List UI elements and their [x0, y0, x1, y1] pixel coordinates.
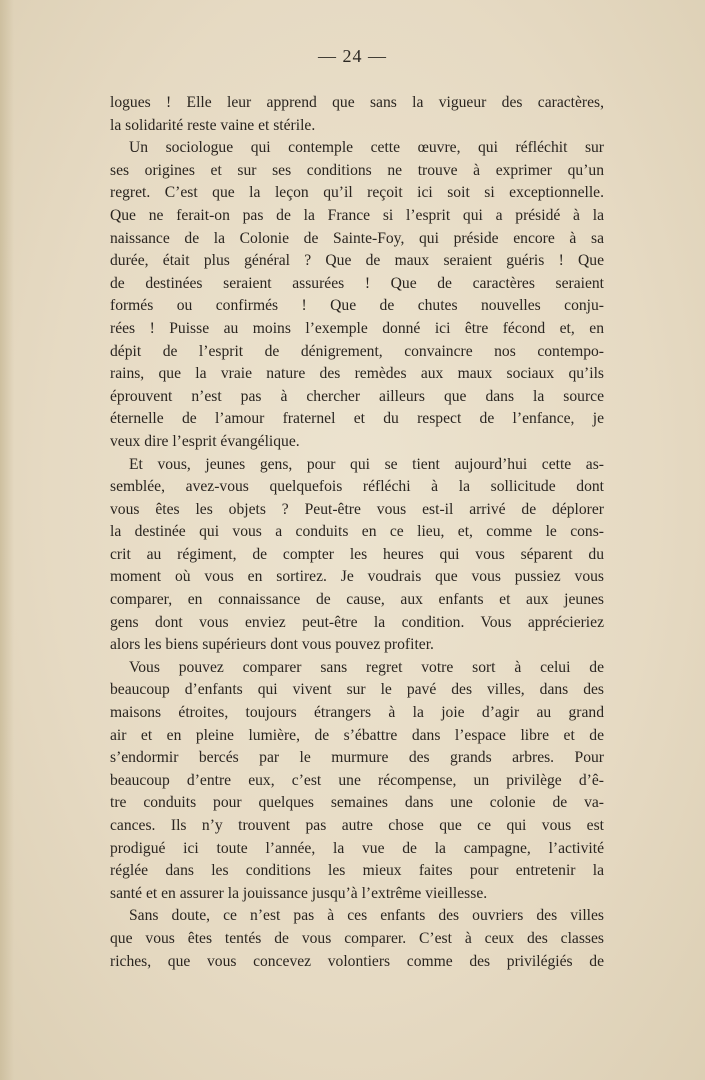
text-line: ses origines et sur ses conditions ne trouve à exprimer qu’un: [110, 161, 604, 179]
text-line: formés ou confirmés ! Que de chutes nouvelles conju-: [110, 297, 604, 315]
text-line: rains, que la vraie nature des remèdes aux maux sociaux qu’ils: [110, 365, 604, 383]
text-line: éternelle de l’amour fraternel et du respect de l’enfance, je: [110, 410, 604, 428]
text-line: beaucoup d’entre eux, c’est une récompense, un privilège d’ê-: [110, 771, 604, 789]
text-line: regret. C’est que la leçon qu’il reçoit ici soit si exceptionnelle.: [110, 184, 604, 202]
text-line: que vous êtes tentés de vous comparer. C’est à ceux des classes: [110, 929, 604, 947]
text-line: naissance de la Colonie de Sainte-Foy, qui préside encore à sa: [110, 229, 604, 247]
text-line: beaucoup d’enfants qui vivent sur le pavé des villes, dans des: [110, 681, 604, 699]
text-line: éprouvent n’est pas à chercher ailleurs que dans la source: [110, 387, 604, 405]
text-line: rées ! Puisse au moins l’exemple donné ici être fécond et, en: [110, 319, 604, 337]
text-line: s’endormir bercés par le murmure des grands arbres. Pour: [110, 749, 604, 767]
text-line: tre conduits pour quelques semaines dans une colonie de va-: [110, 794, 604, 812]
text-line: Que ne ferait-on pas de la France si l’esprit qui a présidé à la: [110, 206, 604, 224]
paragraph: [110, 92, 604, 137]
page-number: — 24 —: [318, 46, 387, 66]
text-line: riches, que vous concevez volontiers comme des privilégiés de: [110, 952, 604, 970]
text-line: semblée, avez-vous quelquefois réfléchi à la sollicitude dont: [110, 478, 604, 496]
text-line: la destinée qui vous a conduits en ce lieu, et, comme le cons-: [110, 523, 604, 541]
text-line: la solidarité reste vaine et stérile.: [110, 116, 316, 134]
text-line: maisons étroites, toujours étrangers à la joie d’agir au grand: [110, 704, 604, 722]
text-line: prodigué ici toute l’année, la vue de la campagne, l’activité: [110, 839, 604, 857]
text-line: moment où vous en sortirez. Je voudrais que vous pussiez vous: [110, 568, 604, 586]
text-line: dépit de l’esprit de dénigrement, convaincre nos contempo-: [110, 342, 604, 360]
text-line: Un sociologue qui contemple cette œuvre, qui réfléchit sur: [129, 139, 604, 157]
text-line: air et en pleine lumière, de s’ébattre dans l’espace libre et de: [110, 726, 604, 744]
text-line: alors les biens supérieurs dont vous pouvez profiter.: [110, 636, 434, 654]
text-line: de destinées seraient assurées ! Que de caractères seraient: [110, 274, 604, 292]
body-text: [110, 92, 604, 973]
paragraph: [110, 137, 604, 453]
text-line: Et vous, jeunes gens, pour qui se tient aujourd’hui cette as-: [129, 455, 604, 473]
text-line: durée, était plus général ? Que de maux seraient guéris ! Que: [110, 252, 604, 270]
text-line: gens dont vous enviez peut-être la condition. Vous apprécieriez: [110, 613, 604, 631]
text-line: cances. Ils n’y trouvent pas autre chose que ce qui vous est: [110, 817, 604, 834]
paragraph: [110, 657, 604, 906]
text-line: logues ! Elle leur apprend que sans la vigueur des caractères,: [110, 94, 604, 111]
text-line: comparer, en connaissance de cause, aux enfants et aux jeunes: [110, 591, 604, 609]
text-line: Vous pouvez comparer sans regret votre sort à celui de: [129, 658, 604, 676]
text-line: réglée dans les conditions les mieux faites pour entretenir la: [110, 862, 604, 880]
text-line: crit au régiment, de compter les heures qui vous séparent du: [110, 545, 604, 563]
paragraph: [110, 454, 604, 657]
text-line: veux dire l’esprit évangélique.: [110, 432, 300, 450]
text-line: santé et en assurer la jouissance jusqu’à l’extrême vieillesse.: [110, 884, 488, 902]
text-line: Sans doute, ce n’est pas à ces enfants des ouvriers des villes: [129, 907, 604, 925]
paragraph: [110, 905, 604, 973]
text-line: vous êtes les objets ? Peut-être vous est-il arrivé de déplorer: [110, 500, 604, 518]
page-edge-shadow: [0, 0, 14, 1080]
